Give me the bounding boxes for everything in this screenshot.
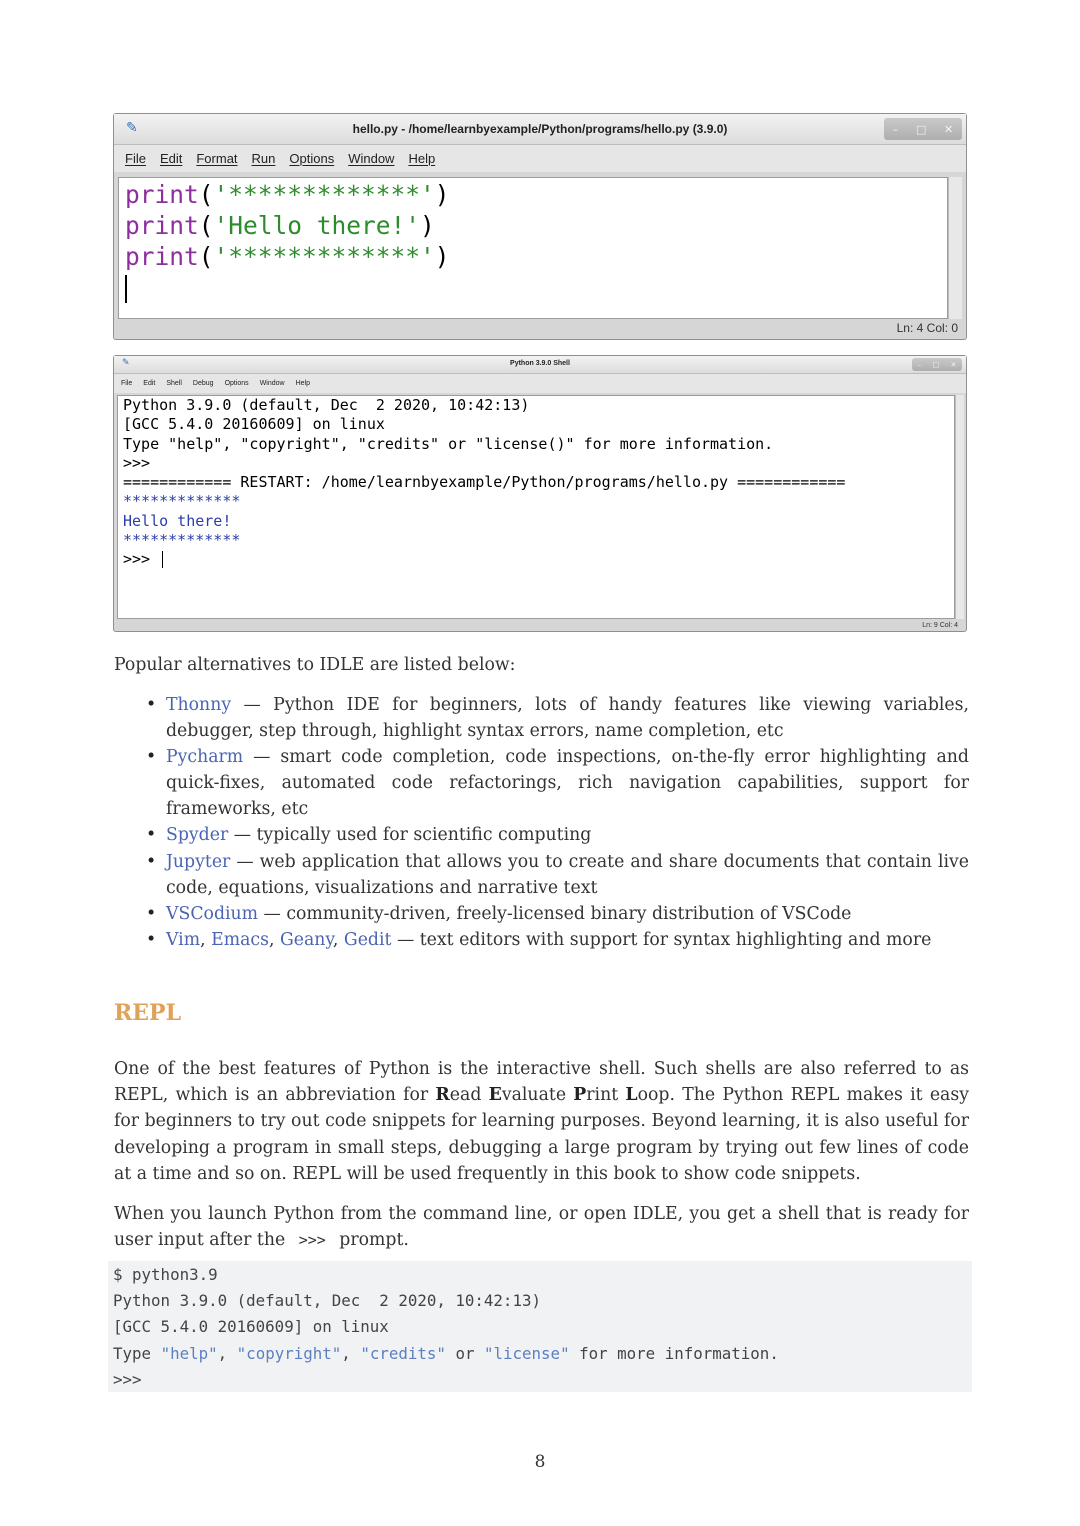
text-cursor <box>125 272 450 303</box>
alternatives-list <box>114 692 969 953</box>
code-block <box>108 1261 972 1392</box>
shell-output: ************* <box>123 531 241 550</box>
link-thonny[interactable]: Thonny <box>166 695 232 715</box>
editor-window-title: hello.py - /home/learnbyexample/Python/programs/hello.py (3.9.0) <box>352 122 728 136</box>
list-item: • Thonny — Python IDE for beginners, lots of handy features like viewing variables, debugger, step through, highlight syntax errors, name completion, etc <box>114 692 969 744</box>
shell-line: Python 3.9.0 (default, Dec 2 2020, 10:42:13) <box>123 396 530 414</box>
menu-debug[interactable]: Debug <box>192 380 214 387</box>
editor-status: Ln: 4 Col: 0 <box>896 321 958 335</box>
menu-window[interactable]: Window <box>348 151 395 166</box>
menu-file[interactable]: File <box>125 151 146 166</box>
maximize-icon[interactable]: □ <box>915 122 927 136</box>
shell-line: >>> <box>123 453 160 472</box>
shell-titlebar <box>114 356 966 374</box>
section-heading: REPL <box>114 1000 182 1026</box>
menu-edit[interactable]: Edit <box>143 380 156 387</box>
shell-window-title: Python 3.9.0 Shell <box>510 360 570 367</box>
shell-output: ************* <box>123 492 241 511</box>
code-line: print('Hello there!') <box>125 211 435 240</box>
shell-scrollbar[interactable] <box>955 395 964 619</box>
menu-window[interactable]: Window <box>259 380 285 387</box>
editor-menubar <box>114 145 966 172</box>
code-line: print('*************') <box>125 242 450 271</box>
close-icon[interactable]: ✕ <box>943 122 954 136</box>
code-line: [GCC 5.4.0 20160609] on linux <box>113 1317 389 1337</box>
close-icon[interactable]: ✕ <box>950 360 957 369</box>
shell-status: Ln: 9 Col: 4 <box>922 622 958 629</box>
inline-code: >>> <box>298 1231 326 1250</box>
menu-help[interactable]: Help <box>295 380 310 387</box>
link-spyder[interactable]: Spyder <box>166 825 229 846</box>
list-item: • Spyder — typically used for scientific computing <box>114 822 969 848</box>
shell-menubar <box>114 374 966 393</box>
idle-editor-window <box>113 113 967 340</box>
list-item: • Vim, Emacs, Geany, Gedit — text editors with support for syntax highlighting and more <box>114 927 969 953</box>
shell-line: [GCC 5.4.0 20160609] on linux <box>123 415 385 434</box>
code-line: Type "help", "copyright", "credits" or "license" for more information. <box>113 1343 779 1363</box>
list-item: • VSCodium — community-driven, freely-licensed binary distribution of VSCode <box>114 901 969 927</box>
menu-edit[interactable]: Edit <box>159 151 183 166</box>
shell-line: Type "help", "copyright", "credits" or "license()" for more information. <box>123 434 774 453</box>
link-vim[interactable]: Vim <box>166 929 201 950</box>
python-idle-icon: ✎ <box>126 120 138 136</box>
code-line: $ python3.9 <box>113 1265 218 1284</box>
link-pycharm[interactable]: Pycharm <box>166 747 244 768</box>
shell-output: Hello there! <box>123 511 232 530</box>
list-item: • Jupyter — web application that allows you to create and share documents that contain live code, equations, visualizations and narrative text <box>114 849 969 901</box>
page-number: 8 <box>534 1452 546 1472</box>
link-gedit[interactable]: Gedit <box>343 929 392 950</box>
menu-options[interactable]: Options <box>289 151 335 166</box>
menu-options[interactable]: Options <box>224 380 249 387</box>
menu-file[interactable]: File <box>121 380 133 387</box>
link-vscodium[interactable]: VSCodium <box>166 903 259 924</box>
minimize-icon[interactable]: – <box>892 122 899 136</box>
code-prompt: >>> <box>113 1369 142 1389</box>
menu-format[interactable]: Format <box>196 151 238 166</box>
alternatives-intro: Popular alternatives to IDLE are listed below: <box>114 655 516 675</box>
list-item: • Pycharm — smart code completion, code inspections, on-the-fly error highlighting and quick-fixes, automated code refactorings, rich navigation capabilities, support for frameworks, etc <box>114 744 969 822</box>
window-controls <box>884 118 962 140</box>
link-geany[interactable]: Geany <box>279 929 333 950</box>
code-line: print('*************') <box>125 180 450 209</box>
repl-paragraph: One of the best features of Python is the interactive shell. Such shells are also referred to as REPL, which is an abbreviation for Read Evaluate Print Loop. The Python REPL makes it easy for beginners to try out code snippets for learning purposes. Beyond learning, it is also useful for developing a program in small steps, debugging a large program by trying out few lines of code at a time and so on. REPL will be used frequently in this book to show code snippets. <box>114 1059 969 1184</box>
menu-help[interactable]: Help <box>408 151 436 166</box>
shell-prompt[interactable]: >>> <box>123 550 845 569</box>
shell-text-area[interactable] <box>117 395 955 619</box>
minimize-icon[interactable]: – <box>917 360 922 369</box>
launch-paragraph: When you launch Python from the command line, or open IDLE, you get a shell that is ready for user input after the >>> prompt. <box>114 1204 969 1251</box>
editor-scrollbar[interactable] <box>948 177 962 319</box>
window-controls <box>912 358 962 371</box>
menu-shell[interactable]: Shell <box>166 380 182 387</box>
editor-text-area[interactable] <box>118 177 948 319</box>
link-jupyter[interactable]: Jupyter <box>166 851 231 872</box>
code-line: Python 3.9.0 (default, Dec 2 2020, 10:42:13) <box>113 1291 541 1311</box>
idle-shell-window <box>113 355 967 632</box>
python-idle-icon: ✎ <box>122 358 130 368</box>
maximize-icon[interactable]: □ <box>932 360 940 369</box>
link-emacs[interactable]: Emacs <box>211 929 269 950</box>
editor-titlebar <box>114 114 966 145</box>
menu-run[interactable]: Run <box>251 151 276 166</box>
shell-restart-line: ============ RESTART: /home/learnbyexample/Python/programs/hello.py ============ <box>123 473 846 492</box>
